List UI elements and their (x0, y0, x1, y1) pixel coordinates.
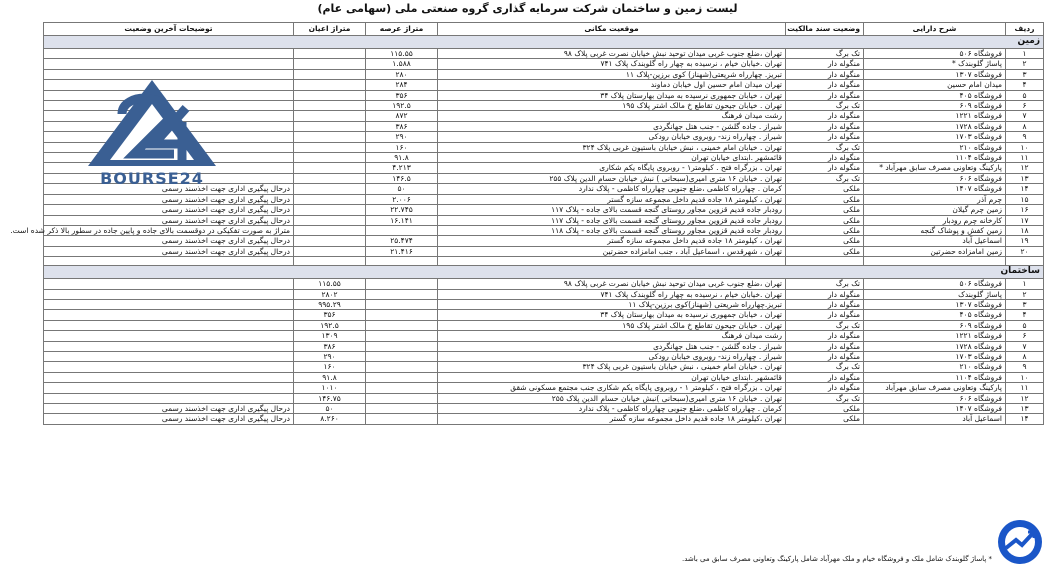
cell-deed-status: تک برگ (786, 49, 864, 59)
cell-location: رودبار جاده قدیم قزوین مجاور روستای گنجه قسمت بالای جاده - پلاک ۱۱۷ (438, 215, 786, 225)
cell-building-area (294, 194, 366, 204)
cell-notes: درحال پیگیری اداری جهت اخذسند رسمی (44, 205, 294, 215)
cell-row-number: ۱۵ (1006, 194, 1044, 204)
cell-location: تهران ، خیابان جمهوری نرسیده به میدان بهارستان پلاک ۳۴ (438, 310, 786, 320)
cell-row-number: ۱۲ (1006, 393, 1044, 403)
section-buildings-label: ساختمان (44, 266, 1044, 279)
cell-asset: زمین کفش و پوشاک گنجه (864, 225, 1006, 235)
cell-location: کرمان . چهارراه کاظمی ،ضلع جنوبی چهارراه کاظمی - پلاک ندارد (438, 184, 786, 194)
cell-land-area: ۲.۰۰۶ (366, 194, 438, 204)
table-header (44, 23, 1044, 36)
cell-row-number: ۴ (1006, 310, 1044, 320)
cell-land-area (366, 362, 438, 372)
building-row (44, 331, 1044, 341)
cell-deed-status: تک برگ (786, 142, 864, 152)
cell-row-number: ۸ (1006, 351, 1044, 361)
cell-notes: درحال پیگیری اداری جهت اخذسند رسمی (44, 246, 294, 256)
cell-location: تهران . خیابان امام خمینی ، نبش خیابان باستیون غربی پلاک ۳۲۴ (438, 362, 786, 372)
cell-deed-status: منگوله دار (786, 299, 864, 309)
cell-asset: فروشگاه ۱۱۰۴ (864, 153, 1006, 163)
cell-asset: فروشگاه ۱۷۰۳ (864, 132, 1006, 142)
cell-deed-status: منگوله دار (786, 163, 864, 173)
cell-location: تهران میدان امام حسین اول خیابان دماوند (438, 80, 786, 90)
cell-building-area: ۲۸۰۲ (294, 289, 366, 299)
cell-row-number: ۲ (1006, 289, 1044, 299)
cell-land-area (366, 299, 438, 309)
cell-land-area: ۹۱.۸ (366, 153, 438, 163)
cell-row-number: ۲ (1006, 59, 1044, 69)
cell-land-area: ۵۰ (366, 184, 438, 194)
cell-deed-status: منگوله دار (786, 372, 864, 382)
cell-notes (44, 59, 294, 69)
cell-land-area: ۱۴۶.۵ (366, 173, 438, 183)
cell-deed-status: ملکی (786, 225, 864, 235)
cell-deed-status: تک برگ (786, 393, 864, 403)
cell-deed-status: منگوله دار (786, 351, 864, 361)
cell-location: قائمشهر .ابتدای خیابان تهران (438, 372, 786, 382)
cell-deed-status: تک برگ (786, 279, 864, 289)
cell-row-number: ۱۴ (1006, 184, 1044, 194)
cell-notes (44, 299, 294, 309)
cell-row-number: ۹ (1006, 362, 1044, 372)
cell-land-area: ۱۹۲.۵ (366, 101, 438, 111)
cell-deed-status: منگوله دار (786, 69, 864, 79)
cell-location: قائمشهر .ابتدای خیابان تهران (438, 153, 786, 163)
cell-asset: فروشگاه ۱۲۲۱ (864, 331, 1006, 341)
header-building-area: متراژ اعیان (294, 23, 366, 36)
cell-asset: فروشگاه ۱۲۲۱ (864, 111, 1006, 121)
cell-building-area (294, 69, 366, 79)
cell-building-area (294, 205, 366, 215)
cell-building-area (294, 163, 366, 173)
cell-asset: فروشگاه ۶۰۶ (864, 173, 1006, 183)
cell-land-area (366, 404, 438, 414)
cell-building-area (294, 101, 366, 111)
cell-asset: فروشگاه ۵۰۶ (864, 49, 1006, 59)
page-title: لیست زمین و ساختمان شرکت سرمایه گذاری گروه صنعتی ملی (سهامی عام) (317, 2, 738, 15)
header-location: موقعیت مکانی (438, 23, 786, 36)
cell-deed-status: منگوله دار (786, 310, 864, 320)
cell-location: شیراز . چهارراه زند- روبروی خیابان رودکی (438, 132, 786, 142)
cell-row-number: ۶ (1006, 331, 1044, 341)
cell-building-area: ۱۰۱۰ (294, 383, 366, 393)
cell-row-number: ۱۸ (1006, 225, 1044, 235)
cell-notes (44, 49, 294, 59)
cell-row-number: ۴ (1006, 80, 1044, 90)
cell-location: تهران ،ضلع جنوب غربی میدان توحید نبش خیابان نصرت غربی پلاک ۹۸ (438, 279, 786, 289)
cell-location: کرمان . چهارراه کاظمی ،ضلع جنوبی چهارراه کاظمی - پلاک ندارد (438, 404, 786, 414)
logo-mark-icon (88, 80, 216, 166)
cell-row-number: ۱۷ (1006, 215, 1044, 225)
cell-location: رودبار جاده قدیم قزوین مجاور روستای گنجه قسمت بالای جاده - پلاک ۱۱۸ (438, 225, 786, 235)
cell-land-area: ۲۸۰ (366, 69, 438, 79)
building-row (44, 320, 1044, 330)
building-row (44, 383, 1044, 393)
cell-asset: فروشگاه ۱۱۰۴ (864, 372, 1006, 382)
building-row (44, 372, 1044, 382)
cell-asset: فروشگاه ۵۰۶ (864, 279, 1006, 289)
bourse24-logo (82, 74, 222, 189)
cell-building-area (294, 80, 366, 90)
cell-asset: اسماعیل آباد (864, 414, 1006, 424)
building-row (44, 279, 1044, 289)
cell-building-area: ۵۰ (294, 404, 366, 414)
cell-asset: پارکینگ وتعاونی مصرف سابق مهرآباد (864, 383, 1006, 393)
cell-building-area: ۱۱۵.۵۵ (294, 279, 366, 289)
cell-land-area: ۲۲.۷۴۵ (366, 205, 438, 215)
cell-row-number: ۱۹ (1006, 236, 1044, 246)
cell-land-area (366, 393, 438, 403)
header-deed: وضعیت سند مالکیت (786, 23, 864, 36)
cell-row-number: ۱ (1006, 279, 1044, 289)
cell-row-number: ۱۱ (1006, 153, 1044, 163)
cell-row-number: ۹ (1006, 132, 1044, 142)
cell-location: رودبار جاده قدیم قزوین مجاور روستای گنجه قسمت بالای جاده - پلاک ۱۱۷ (438, 205, 786, 215)
cell-building-area: ۸.۲۶۰ (294, 414, 366, 424)
land-row (44, 236, 1044, 246)
cell-location: شیراز . جاده گلشن - جنب هتل جهانگردی (438, 341, 786, 351)
cell-asset: فروشگاه ۱۴۰۷ (864, 184, 1006, 194)
building-row (44, 310, 1044, 320)
cell-land-area: ۴.۲۱۳ (366, 163, 438, 173)
cell-row-number: ۵ (1006, 320, 1044, 330)
cell-notes: درحال پیگیری اداری جهت اخذسند رسمی (44, 215, 294, 225)
cell-deed-status: ملکی (786, 215, 864, 225)
cell-land-area (366, 225, 438, 235)
building-row (44, 341, 1044, 351)
cell-row-number: ۱ (1006, 49, 1044, 59)
footnote: * پاساژ گلوبندک شامل ملک و فروشگاه خیام و ملک مهرآباد شامل پارکینگ وتعاونی مصرف سابق می باشد. (681, 555, 992, 563)
cell-notes (44, 383, 294, 393)
cell-deed-status: تک برگ (786, 320, 864, 330)
cell-building-area: ۱۹۲.۵ (294, 320, 366, 330)
land-row (44, 205, 1044, 215)
cell-building-area (294, 246, 366, 256)
cell-deed-status: منگوله دار (786, 121, 864, 131)
cell-notes (44, 289, 294, 299)
cell-location: تهران . خیابان امام خمینی ، نبش خیابان باستیون غربی پلاک ۳۲۴ (438, 142, 786, 152)
cell-location: تهران . بزرگراه فتح ، کیلومتر ۱ - روبروی پایگاه یکم شکاری جنب مجتمع مسکونی شقق (438, 383, 786, 393)
cell-deed-status: منگوله دار (786, 80, 864, 90)
cell-deed-status: منگوله دار (786, 111, 864, 121)
cell-location: تهران ، خیابان جمهوری نرسیده به میدان بهارستان پلاک ۳۴ (438, 90, 786, 100)
cell-deed-status: ملکی (786, 414, 864, 424)
section-land-label: زمین (44, 36, 1044, 49)
cell-row-number: ۲۰ (1006, 246, 1044, 256)
building-row (44, 414, 1044, 424)
cell-deed-status: منگوله دار (786, 132, 864, 142)
cell-location: تهران ، شهرقدس ، اسماعیل آباد ، جنب امامزاده حضرتین (438, 246, 786, 256)
cell-deed-status: تک برگ (786, 362, 864, 372)
cell-building-area: ۳۵۶ (294, 310, 366, 320)
cell-building-area: ۲۹۰ (294, 351, 366, 361)
cell-asset: فروشگاه ۱۳۰۷ (864, 299, 1006, 309)
cell-deed-status: منگوله دار (786, 331, 864, 341)
cell-location: رشت میدان فرهنگ (438, 111, 786, 121)
cell-building-area: ۱۶۰ (294, 362, 366, 372)
header-asset: شرح دارایی (864, 23, 1006, 36)
cell-location: تهران .خیابان خیام ، نرسیده به چهار راه گلوبندک پلاک ۷۴۱ (438, 289, 786, 299)
cell-notes (44, 331, 294, 341)
cell-building-area (294, 59, 366, 69)
cell-land-area (366, 289, 438, 299)
cell-land-area: ۲۵.۴۷۴ (366, 236, 438, 246)
cell-building-area (294, 90, 366, 100)
cell-land-area: ۳۸۶ (366, 121, 438, 131)
cell-asset: فروشگاه ۱۴۰۷ (864, 404, 1006, 414)
cell-land-area: ۲۱.۴۱۶ (366, 246, 438, 256)
cell-location: تهران . خیابان جیحون تقاطع خ مالک اشتر پلاک ۱۹۵ (438, 320, 786, 330)
cell-land-area (366, 320, 438, 330)
land-row (44, 49, 1044, 59)
section-buildings (44, 266, 1044, 279)
cell-deed-status: ملکی (786, 205, 864, 215)
cell-location: تهران ،ضلع جنوب غربی میدان توحید نبش خیابان نصرت غربی پلاک ۹۸ (438, 49, 786, 59)
land-row (44, 246, 1044, 256)
land-row (44, 225, 1044, 235)
cell-asset: اسماعیل آباد (864, 236, 1006, 246)
cell-deed-status: ملکی (786, 246, 864, 256)
cell-asset: میدان امام حسین (864, 80, 1006, 90)
cell-land-area: ۲۸۴ (366, 80, 438, 90)
cell-land-area: ۳۵۶ (366, 90, 438, 100)
building-row (44, 362, 1044, 372)
cell-notes (44, 393, 294, 403)
cell-location: تهران ،کیلومتر ۱۸ جاده قدیم داخل مجموعه سازه گستر (438, 414, 786, 424)
cell-notes (44, 362, 294, 372)
cell-deed-status: تک برگ (786, 101, 864, 111)
cell-building-area: ۱۴۶.۷۵ (294, 393, 366, 403)
cell-location: تهران . خیابان جیحون تقاطع خ مالک اشتر پلاک ۱۹۵ (438, 101, 786, 111)
cell-asset: پاساژ گلوبندک (864, 289, 1006, 299)
cell-building-area (294, 215, 366, 225)
cell-land-area: ۱۶۰ (366, 142, 438, 152)
cell-building-area: ۹۹۵.۲۹ (294, 299, 366, 309)
header-notes: توضیحات آخرین وضعیت (44, 23, 294, 36)
cell-deed-status: منگوله دار (786, 383, 864, 393)
land-row (44, 59, 1044, 69)
cell-location: تهران ، کیلومتر ۱۸ جاده قدیم داخل مجموعه سازه گستر (438, 194, 786, 204)
cell-asset: فروشگاه ۲۱۰ (864, 362, 1006, 372)
building-row (44, 351, 1044, 361)
cell-row-number: ۱۳ (1006, 173, 1044, 183)
cell-building-area (294, 142, 366, 152)
cell-asset: پارکینگ وتعاونی مصرف سابق مهرآباد * (864, 163, 1006, 173)
cell-land-area (366, 383, 438, 393)
cell-land-area: ۱۱۵.۵۵ (366, 49, 438, 59)
cell-land-area (366, 351, 438, 361)
cell-notes (44, 320, 294, 330)
cell-location: شیراز . چهارراه زند- روبروی خیابان رودکی (438, 351, 786, 361)
cell-row-number: ۳ (1006, 299, 1044, 309)
building-row (44, 404, 1044, 414)
cell-notes (44, 351, 294, 361)
cell-notes: متراژ به صورت تفکیکی در دوقسمت بالای جاده و پایین جاده در سطور بالا ذکر شده است. (44, 225, 294, 235)
cell-land-area: ۸۷۲ (366, 111, 438, 121)
cell-location: شیراز . جاده گلشن - جنب هتل جهانگردی (438, 121, 786, 131)
cell-deed-status: منگوله دار (786, 59, 864, 69)
cell-building-area: ۹۱.۸ (294, 372, 366, 382)
cell-asset: فروشگاه ۱۷۲۸ (864, 341, 1006, 351)
cell-row-number: ۱۲ (1006, 163, 1044, 173)
cell-location: تهران ، کیلومتر ۱۸ جاده قدیم داخل مجموعه سازه گستر (438, 236, 786, 246)
header-row: ردیف (1006, 23, 1044, 36)
cell-land-area (366, 331, 438, 341)
cell-deed-status: ملکی (786, 236, 864, 246)
cell-land-area (366, 279, 438, 289)
cell-building-area: ۳۸۶ (294, 341, 366, 351)
cell-land-area (366, 341, 438, 351)
cell-land-area: ۱۶.۱۴۱ (366, 215, 438, 225)
logo-text: BOURSE24 (100, 169, 204, 188)
cell-building-area (294, 184, 366, 194)
cell-row-number: ۱۰ (1006, 372, 1044, 382)
cell-row-number: ۸ (1006, 121, 1044, 131)
cell-land-area (366, 372, 438, 382)
cell-notes (44, 310, 294, 320)
cell-row-number: ۳ (1006, 69, 1044, 79)
cell-asset: فروشگاه ۱۷۰۳ (864, 351, 1006, 361)
cell-building-area (294, 111, 366, 121)
cell-notes (44, 372, 294, 382)
cell-row-number: ۷ (1006, 341, 1044, 351)
cell-notes: درحال پیگیری اداری جهت اخذسند رسمی (44, 194, 294, 204)
building-row (44, 289, 1044, 299)
cell-row-number: ۵ (1006, 90, 1044, 100)
cell-building-area: ۱۳۰۹ (294, 331, 366, 341)
cell-row-number: ۱۴ (1006, 414, 1044, 424)
cell-building-area (294, 225, 366, 235)
cell-row-number: ۷ (1006, 111, 1044, 121)
cell-asset: فروشگاه ۱۳۰۷ (864, 69, 1006, 79)
cell-asset: زمین امامزاده حضرتین (864, 246, 1006, 256)
cell-notes (44, 341, 294, 351)
cell-land-area: ۲۹۰ (366, 132, 438, 142)
section-land (44, 36, 1044, 49)
cell-asset: چرم آذر (864, 194, 1006, 204)
cell-deed-status: ملکی (786, 404, 864, 414)
cell-land-area (366, 414, 438, 424)
cell-land-area (366, 310, 438, 320)
cell-location: تبریز.چهارراه شریعتی (شهناز)کوی برزین-پلاک ۱۱ (438, 299, 786, 309)
cell-location: تبریز. چهارراه شریعتی(شهناز) کوی برزین-پلاک ۱۱ (438, 69, 786, 79)
cell-deed-status: منگوله دار (786, 90, 864, 100)
cell-building-area (294, 132, 366, 142)
building-row (44, 299, 1044, 309)
land-row (44, 194, 1044, 204)
cell-land-area: ۱.۵۸۸ (366, 59, 438, 69)
cell-asset: زمین چرم گیلان (864, 205, 1006, 215)
land-row (44, 215, 1044, 225)
cell-asset: پاساژ گلوبندک * (864, 59, 1006, 69)
cell-notes: درحال پیگیری اداری جهت اخذسند رسمی (44, 404, 294, 414)
cell-row-number: ۱۱ (1006, 383, 1044, 393)
cell-building-area (294, 153, 366, 163)
cell-notes: درحال پیگیری اداری جهت اخذسند رسمی (44, 236, 294, 246)
cell-deed-status: ملکی (786, 184, 864, 194)
cell-deed-status: تک برگ (786, 173, 864, 183)
cell-location: تهران .خیابان خیام ، نرسیده به چهار راه گلوبندک پلاک ۷۴۱ (438, 59, 786, 69)
cell-location: تهران . خیابان ۱۶ متری امیری(سبحانی )نبش خیابان حسام الدین پلاک ۲۵۵ (438, 393, 786, 403)
cell-asset: فروشگاه ۶۰۹ (864, 320, 1006, 330)
cell-building-area (294, 236, 366, 246)
cell-asset: فروشگاه ۴۰۵ (864, 310, 1006, 320)
cell-deed-status: منگوله دار (786, 289, 864, 299)
chart-badge-icon (996, 518, 1044, 566)
cell-asset: فروشگاه ۶۰۹ (864, 101, 1006, 111)
cell-row-number: ۱۶ (1006, 205, 1044, 215)
cell-row-number: ۶ (1006, 101, 1044, 111)
cell-location: تهران . بزرگراه فتح . کیلومتر۱ - روبروی پایگاه یکم شکاری (438, 163, 786, 173)
cell-deed-status: منگوله دار (786, 341, 864, 351)
cell-notes: درحال پیگیری اداری جهت اخذسند رسمی (44, 184, 294, 194)
building-row (44, 393, 1044, 403)
cell-deed-status: ملکی (786, 194, 864, 204)
cell-row-number: ۱۳ (1006, 404, 1044, 414)
cell-asset: کارخانه چرم رودبار (864, 215, 1006, 225)
cell-deed-status: منگوله دار (786, 153, 864, 163)
header-land-area: متراژ عرصه (366, 23, 438, 36)
cell-asset: فروشگاه ۶۰۶ (864, 393, 1006, 403)
cell-asset: فروشگاه ۱۷۲۸ (864, 121, 1006, 131)
spacer-row (44, 257, 1044, 266)
cell-building-area (294, 121, 366, 131)
cell-row-number: ۱۰ (1006, 142, 1044, 152)
cell-location: رشت میدان فرهنگ (438, 331, 786, 341)
cell-notes: درحال پیگیری اداری جهت اخذسند رسمی (44, 414, 294, 424)
cell-building-area (294, 173, 366, 183)
cell-building-area (294, 49, 366, 59)
cell-notes (44, 279, 294, 289)
cell-location: تهران . خیابان ۱۶ متری امیری(سبحانی ) نبش خیابان حسام الدین پلاک ۲۵۵ (438, 173, 786, 183)
cell-asset: فروشگاه ۲۱۰ (864, 142, 1006, 152)
cell-asset: فروشگاه ۴۰۵ (864, 90, 1006, 100)
